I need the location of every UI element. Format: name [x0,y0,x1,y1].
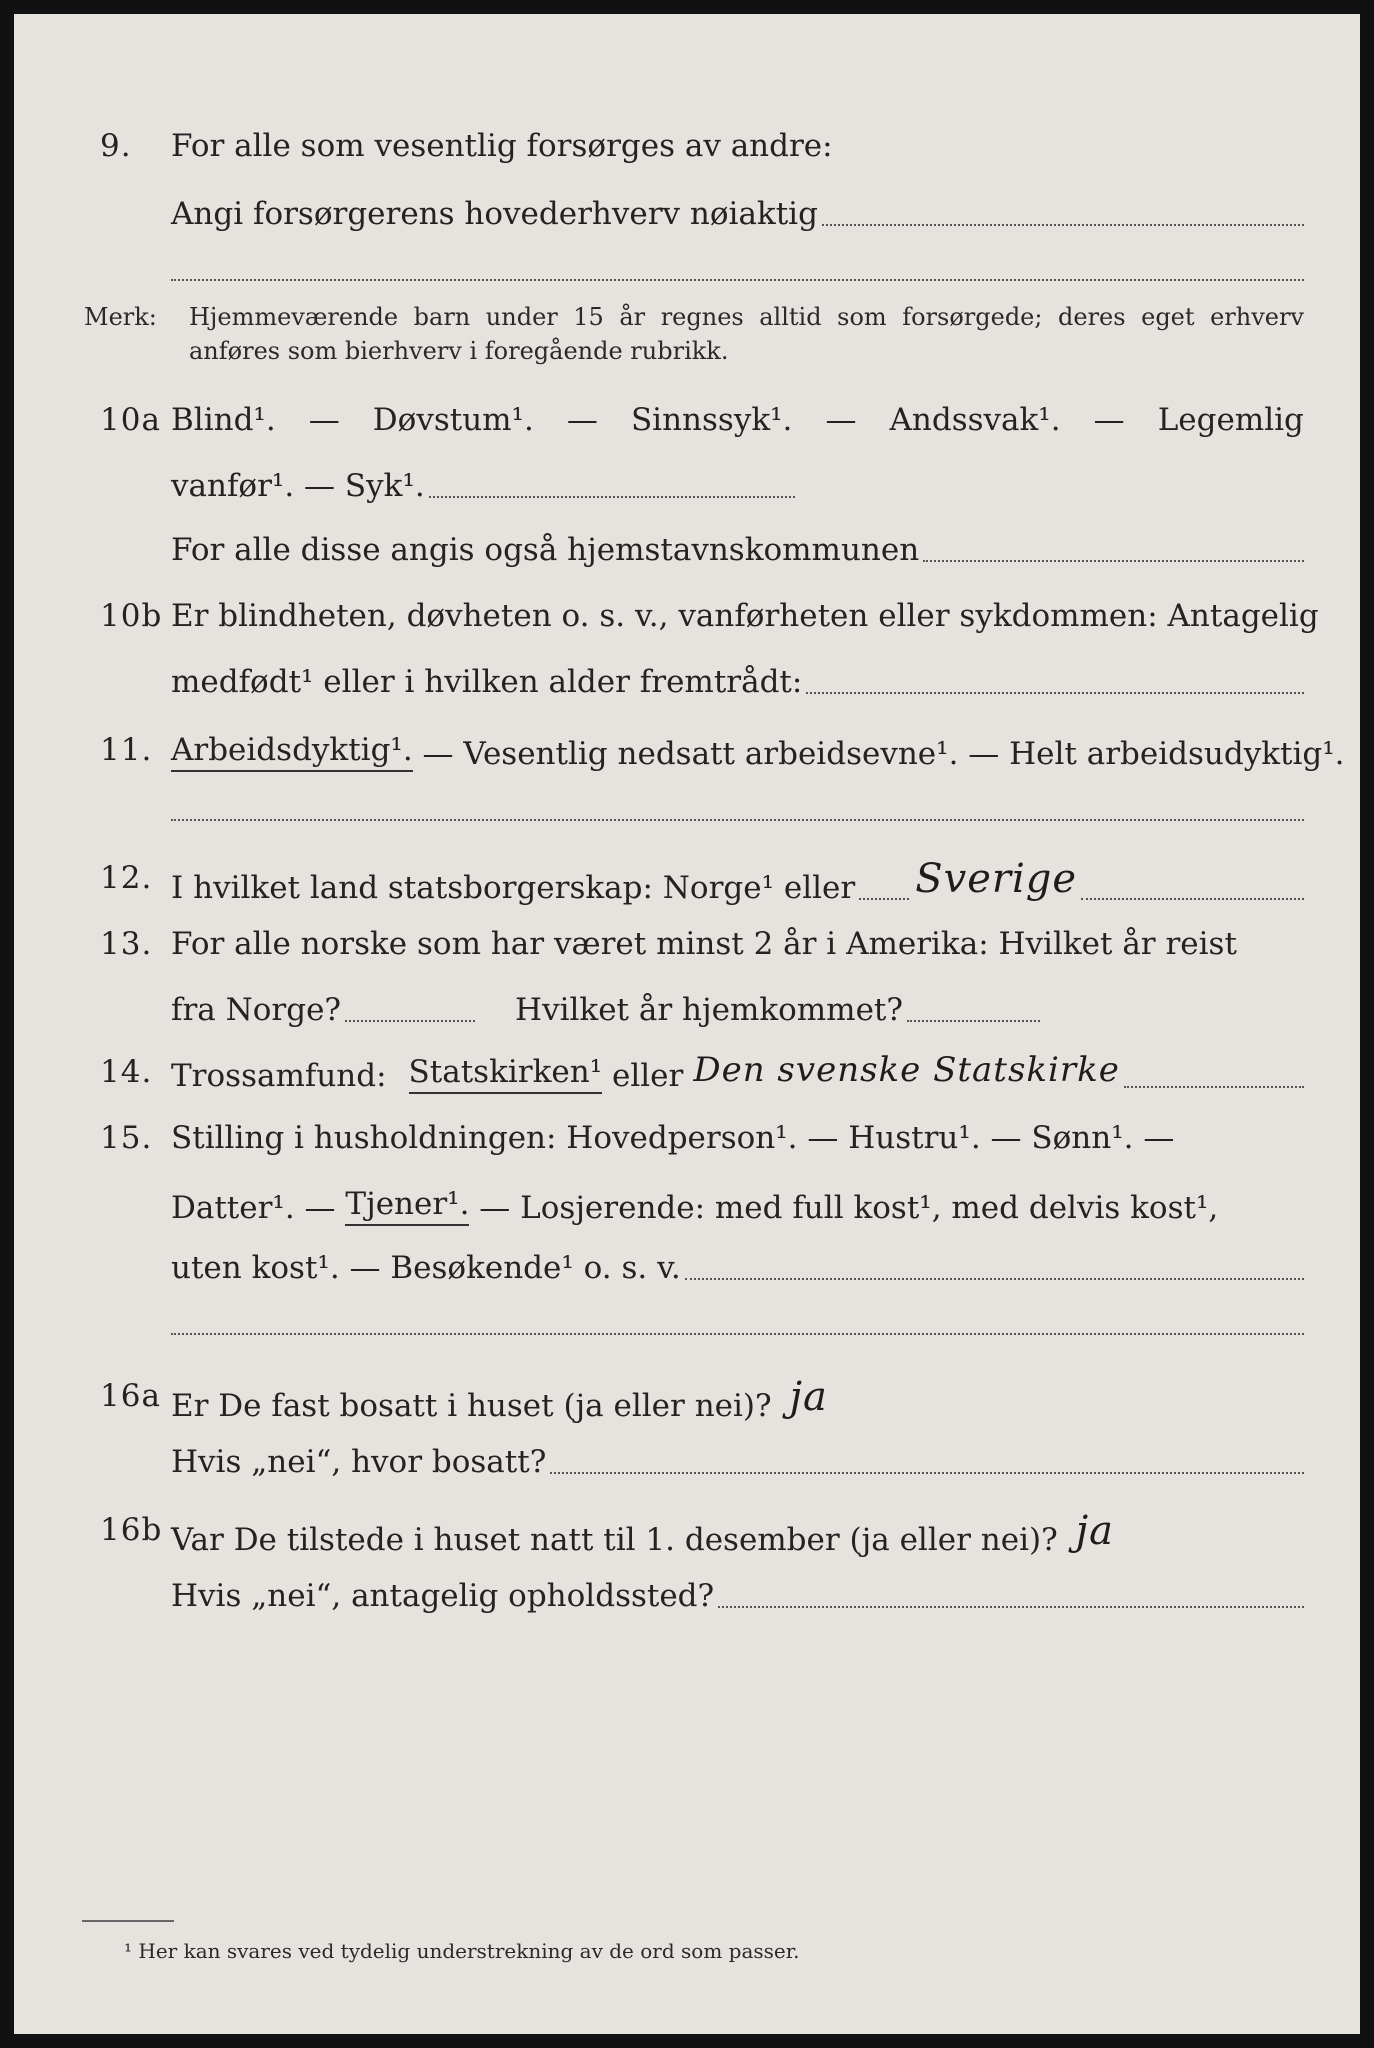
q9-answer-line[interactable] [822,223,1304,226]
q11-answer-line[interactable] [171,818,1304,821]
q15-answer-line-2[interactable] [171,1332,1304,1335]
q14-answer-line[interactable] [1124,1085,1304,1088]
q10b-text: Er blindheten, døvheten o. s. v., vanførheten eller sykdommen: Antagelig [171,598,1319,634]
q10b-answer-line[interactable] [806,691,1304,694]
q10b-row1 [14,594,1360,642]
q13-reist: fra Norge? [171,992,342,1028]
q10a-hjemstavn-line[interactable] [923,559,1304,562]
q16a-question: Er De fast bosatt i huset (ja eller nei)? [171,1388,772,1424]
q15-text: Stilling i husholdningen: Hovedperson¹. — Hustru¹. — Sønn¹. — [171,1120,1175,1156]
q15-row3 [14,1246,1360,1294]
q13-row1 [14,922,1360,970]
q16a-answer[interactable]: ja [789,1374,828,1420]
q13-hjemkommet-line[interactable] [907,1019,1040,1022]
q16b-row1 [14,1508,1360,1556]
q15-option-tjener[interactable]: Tjener¹. [345,1186,469,1226]
q9-text: For alle som vesentlig forsørges av andre: [171,128,833,164]
q12-answer-line[interactable] [1081,897,1304,900]
q12-number: 12. [100,860,153,896]
q9-answer-line-2[interactable] [171,278,1304,281]
q9-number: 9. [100,128,132,164]
q12-row [14,856,1360,904]
footnote: ¹ Her kan svares ved tydelig understrekning av de ord som passer. [124,1939,800,1963]
q10a-hjemstavn: For alle disse angis også hjemstavnskommunen [171,532,920,568]
q9-prompt: Angi forsørgerens hovederhverv nøiaktig [171,196,818,232]
q13-hjemkommet: Hvilket år hjemkommet? [515,992,904,1028]
q10a-dovstum: Døvstum¹. [372,402,534,438]
q16b-answer-line[interactable] [718,1605,1304,1608]
footnote-rule [82,1920,174,1922]
q9-row2 [14,192,1360,240]
q10a-dash2: — [566,402,598,438]
q16b-question: Var De tilstede i huset natt til 1. desember (ja eller nei)? [171,1522,1058,1558]
q11-row [14,728,1360,776]
q10a-vanfor: vanfør¹. — Syk¹. [171,468,425,504]
q11-other-options: — Vesentlig nedsatt arbeidsevne¹. — Helt arbeidsudyktig¹. [412,736,1345,772]
q16b-row2 [14,1574,1360,1622]
merk-label: Merk: [84,303,157,331]
q15-row1 [14,1116,1360,1164]
q11-number: 11. [100,732,153,768]
q14-label: Trossamfund: [171,1058,387,1094]
merk-note [84,300,1304,370]
q10a-dash4: — [1093,402,1125,438]
q12-dots-lead [859,897,909,900]
q16b-hvis-nei: Hvis „nei“, antagelig opholdssted? [171,1578,715,1614]
q14-option-statskirken[interactable]: Statskirken¹ [409,1054,603,1094]
q10a-row1 [14,398,1360,446]
q15-losjerende: — Losjerende: med full kost¹, med delvis kost¹, [469,1190,1219,1226]
q15-uten-kost: uten kost¹. — Besøkende¹ o. s. v. [171,1250,681,1286]
q15-number: 15. [100,1120,153,1156]
q15-datter: Datter¹. — [171,1190,346,1226]
q10a-andssvak: Andssvak¹. [889,402,1061,438]
q10b-prompt: medfødt¹ eller i hvilken alder fremtrådt: [171,664,803,700]
merk-text: Hjemmeværende barn under 15 år regnes alltid som forsørgede; deres eget erhverv anføres som bierhverv i foregående rubrikk. [189,303,1304,365]
q14-answer[interactable]: Den svenske Statskirke [693,1050,1120,1090]
q14-eller: eller [602,1058,684,1094]
q12-answer[interactable]: Sverige [915,856,1078,902]
q13-number: 13. [100,926,153,962]
q16b-answer[interactable]: ja [1075,1508,1114,1554]
q10a-sinnssyk: Sinnssyk¹. [630,402,793,438]
q10b-row2 [14,660,1360,708]
q10b-number: 10b [100,598,163,634]
census-form-page [14,14,1360,2034]
q14-row [14,1050,1360,1098]
q10a-blind: Blind¹. [171,402,276,438]
q10a-row3 [14,528,1360,576]
q15-answer-line[interactable] [685,1277,1304,1280]
q16a-answer-line[interactable] [550,1471,1304,1474]
q15-row2 [14,1182,1360,1230]
q10a-answer-line[interactable] [429,495,795,498]
q13-reist-line[interactable] [345,1019,475,1022]
q10a-number: 10a [100,402,161,438]
q16a-hvis-nei: Hvis „nei“, hvor bosatt? [171,1444,547,1480]
q10a-dash3: — [825,402,857,438]
q10a-legemlig: Legemlig [1157,402,1304,438]
q10a-dash1: — [308,402,340,438]
q13-text: For alle norske som har været minst 2 år i Amerika: Hvilket år reist [171,926,1237,962]
q16a-row1 [14,1374,1360,1422]
q10a-row2 [14,464,1360,512]
q12-text: I hvilket land statsborgerskap: Norge¹ eller [171,870,856,906]
q13-row2 [14,988,1360,1036]
q16a-row2 [14,1440,1360,1488]
q11-option-arbeidsdyktig[interactable]: Arbeidsdyktig¹. [171,732,413,772]
q16a-number: 16a [100,1378,161,1414]
q16b-number: 16b [100,1512,163,1548]
q9-row1 [14,124,1360,172]
q14-number: 14. [100,1054,153,1090]
